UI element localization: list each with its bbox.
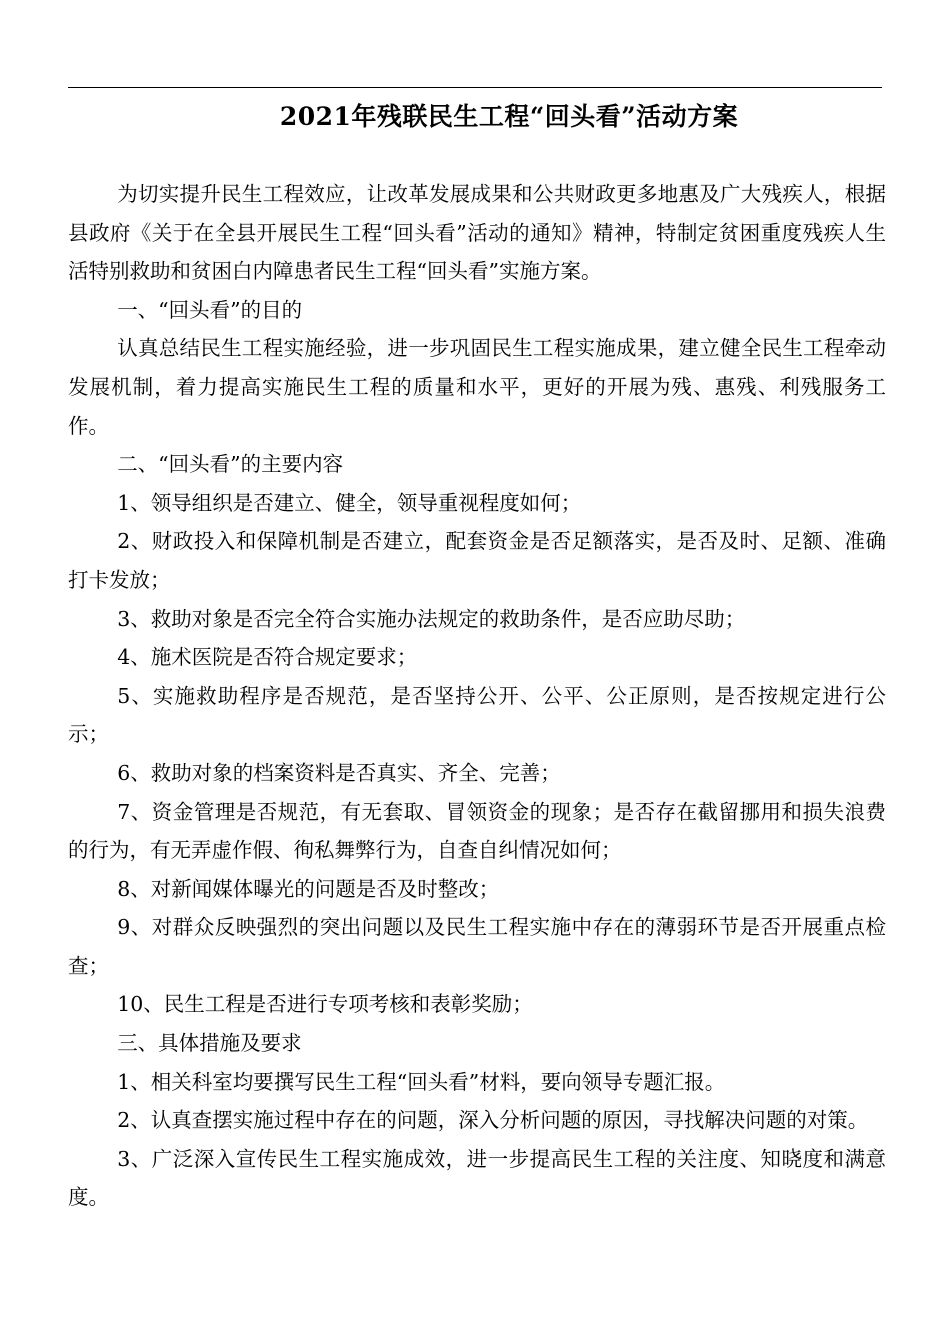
content-item-2: 2、财政投入和保障机制是否建立，配套资金是否足额落实，是否及时、足额、准确打卡发放； bbox=[68, 529, 886, 592]
content-item-1: 1、领导组织是否建立、健全，领导重视程度如何； bbox=[117, 490, 582, 515]
intro-paragraph: 为切实提升民生工程效应，让改革发展成果和公共财政更多地惠及广大残疾人，根据县政府《关于在全县开展民生工程“回头看”活动的通知》精神，特制定贫困重度残疾人生活特别救助和贫困白内障患者民生工程“回头看”实施方案。 bbox=[68, 182, 886, 284]
header-rule bbox=[68, 87, 882, 88]
document-title: 2021年残联民生工程“回头看”活动方案 bbox=[279, 102, 739, 131]
section-heading-purpose: 一、“回头看”的目的 bbox=[117, 297, 303, 322]
content-item-3: 3、救助对象是否完全符合实施办法规定的救助条件，是否应助尽助； bbox=[117, 606, 746, 631]
purpose-paragraph: 认真总结民生工程实施经验，进一步巩固民生工程实施成果，建立健全民生工程牵动发展机制，着力提高实施民生工程的质量和水平，更好的开展为残、惠残、利残服务工作。 bbox=[68, 336, 886, 438]
content-item-9: 9、对群众反映强烈的突出问题以及民生工程实施中存在的薄弱环节是否开展重点检查； bbox=[68, 915, 886, 978]
content-item-8: 8、对新闻媒体曝光的问题是否及时整改； bbox=[117, 876, 500, 901]
content-item-5: 5、实施救助程序是否规范，是否坚持公开、公平、公正原则，是否按规定进行公示； bbox=[68, 683, 886, 747]
measure-item-1: 1、相关科室均要撰写民生工程“回头看”材料，要向领导专题汇报。 bbox=[117, 1069, 726, 1094]
section-heading-measures: 三、具体措施及要求 bbox=[117, 1031, 302, 1056]
document-body bbox=[68, 175, 886, 1217]
measure-item-2: 2、认真查摆实施过程中存在的问题，深入分析问题的原因，寻找解决问题的对策。 bbox=[117, 1108, 869, 1133]
content-item-7: 7、资金管理是否规范，有无套取、冒领资金的现象；是否存在截留挪用和损失浪费的行为，有无弄虚作假、徇私舞弊行为，自查自纠情况如何； bbox=[68, 799, 886, 863]
content-item-10: 10、民生工程是否进行专项考核和表彰奖励； bbox=[117, 992, 533, 1017]
section-heading-content: 二、“回头看”的主要内容 bbox=[117, 452, 344, 477]
measure-item-3: 3、广泛深入宣传民生工程实施成效，进一步提高民生工程的关注度、知晓度和满意度。 bbox=[68, 1146, 886, 1210]
content-item-4: 4、施术医院是否符合规定要求； bbox=[117, 645, 418, 670]
content-item-6: 6、救助对象的档案资料是否真实、齐全、完善； bbox=[117, 760, 561, 785]
